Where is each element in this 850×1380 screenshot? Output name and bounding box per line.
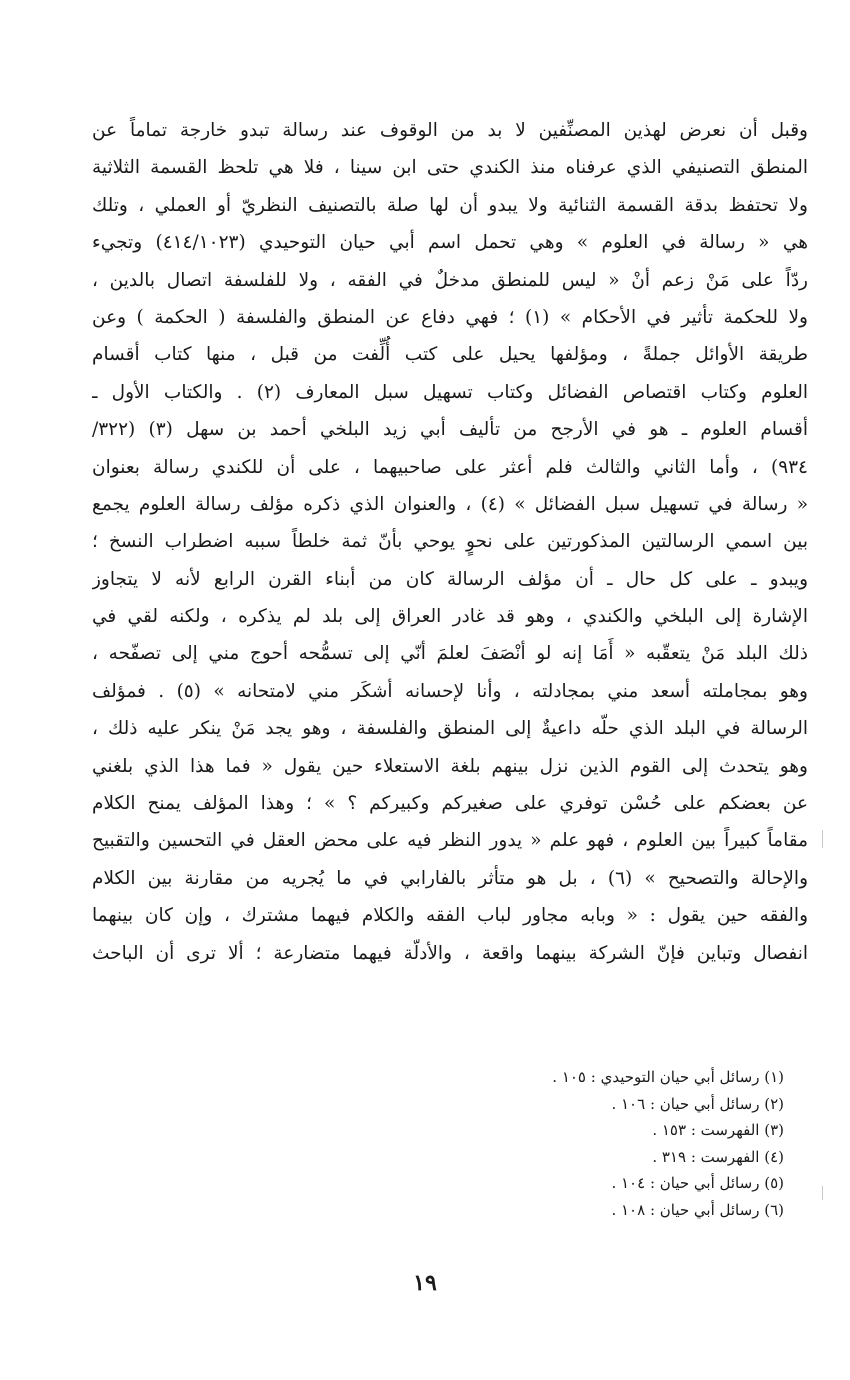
body-line: ٩٣٤) ، وأما الثاني والثالث فلم أعثر على صاحبيهما ، على أن للكندي رسالة بعنوان xyxy=(92,456,808,478)
body-line: والفقه حين يقول : « وبابه مجاور لباب الفقه والكلام فيهما مشترك ، وإن كان بينهما xyxy=(92,905,808,927)
margin-mark xyxy=(822,830,823,848)
footnote: (٥) رسائل أبي حيان : ١٠٤ . xyxy=(611,1174,784,1192)
margin-mark xyxy=(822,1186,823,1200)
body-line: بين اسمي الرسالتين المذكورتين على نحوٍ يوحي بأنّ ثمة خلطاً سببه اضطراب النسخ ؛ xyxy=(92,531,808,553)
body-line: طريقة الأوائل جملةً ، ومؤلفها يحيل على كتب أُلِّفت من قبل ، منها كتاب أقسام xyxy=(92,344,808,366)
body-line: المنطق التصنيفي الذي عرفناه منذ الكندي حتى ابن سينا ، فلا هي تلحظ القسمة الثلاثية xyxy=(92,157,808,179)
body-line: العلوم وكتاب اقتصاص الفضائل وكتاب تسهيل سبل المعارف (٢) . والكتاب الأول ـ xyxy=(92,381,808,403)
body-line: والإحالة والتصحيح » (٦) ، بل هو متأثر بالفارابي في ما يُجريه من مقارنة بين الكلام xyxy=(92,867,808,889)
body-line: انفصال وتباين فإنّ الشركة بينهما واقعة ، والأدلّة فيهما متضارعة ؛ ألا ترى أن الباحث xyxy=(92,942,808,964)
body-line: الرسالة في البلد الذي حلّه داعيةٌ إلى المنطق والفلسفة ، وهو يجد مَنْ ينكر عليه ذلك ، xyxy=(92,718,808,740)
body-line: ويبدو ـ على كل حال ـ أن مؤلف الرسالة كان من أبناء القرن الرابع لأنه لا يتجاوز xyxy=(92,568,808,590)
body-paragraph xyxy=(92,112,808,972)
footnote: (٦) رسائل أبي حيان : ١٠٨ . xyxy=(611,1200,784,1219)
body-line: وهو يتحدث إلى القوم الذين نزل بينهم بلغة الاستعلاء حين يقول « فما هذا الذي بلغني xyxy=(92,755,808,777)
page-number: ١٩ xyxy=(413,1270,437,1296)
body-line: مقاماً كبيراً بين العلوم ، فهو علم « يدور النظر فيه على محض العقل في التحسين والتقبيح xyxy=(92,830,808,852)
body-line: ذلك البلد مَنْ يتعقّبه « أَمَا إنه لو أنْصَفَ لعلمَ أنّي إلى تسمُّحه أحوج مني إلى تصفّحه ، xyxy=(92,643,808,665)
body-line: وهو بمجاملته أسعد مني بمجادلته ، وأنا لإحسانه أشكَر مني لامتحانه » (٥) . فمؤلف xyxy=(92,680,808,702)
body-line: ولا للحكمة تأثير في الأحكام » (١) ؛ فهي دفاع عن المنطق والفلسفة ( الحكمة ) وعن xyxy=(92,306,808,328)
body-line: أقسام العلوم ـ هو في الأرجح من تأليف أبي زيد البلخي أحمد بن سهل (٣) (٣٢٢/ xyxy=(92,419,808,441)
body-line: الإشارة إلى البلخي والكندي ، وهو قد غادر العراق إلى بلد لم يذكره ، ولكنه لقي في xyxy=(92,606,808,628)
body-line: ولا تحتفظ بدقة القسمة الثنائية ولا يبدو أن لها صلة بالتصنيف النظريّ أو العملي ، وتلك xyxy=(92,194,808,216)
footnote: (١) رسائل أبي حيان التوحيدي : ١٠٥ . xyxy=(552,1068,784,1086)
body-line: ردّاً على مَنْ زعم أنْ « ليس للمنطق مدخلٌ في الفقه ، ولا للفلسفة اتصال بالدين ، xyxy=(92,269,808,291)
footnote: (٣) الفهرست : ١٥٣ . xyxy=(652,1121,784,1139)
footnote: (٤) الفهرست : ٣١٩ . xyxy=(652,1147,784,1166)
body-line: وقبل أن نعرض لهذين المصنِّفين لا بد من الوقوف عند رسالة تبدو خارجة تماماً عن xyxy=(92,120,808,141)
footnote: (٢) رسائل أبي حيان : ١٠٦ . xyxy=(611,1094,784,1113)
body-line: « رسالة في تسهيل سبل الفضائل » (٤) ، والعنوان الذي ذكره مؤلف رسالة العلوم يجمع xyxy=(92,493,808,515)
body-line: هي « رسالة في العلوم » وهي تحمل اسم أبي حيان التوحيدي (٤١٤/١٠٢٣) وتجيء xyxy=(92,232,808,254)
body-line: عن بعضكم على حُسْن توفري على صغيركم وكبيركم ؟ » ؛ وهذا المؤلف يمنح الكلام xyxy=(92,793,808,815)
footnotes xyxy=(420,1064,784,1223)
